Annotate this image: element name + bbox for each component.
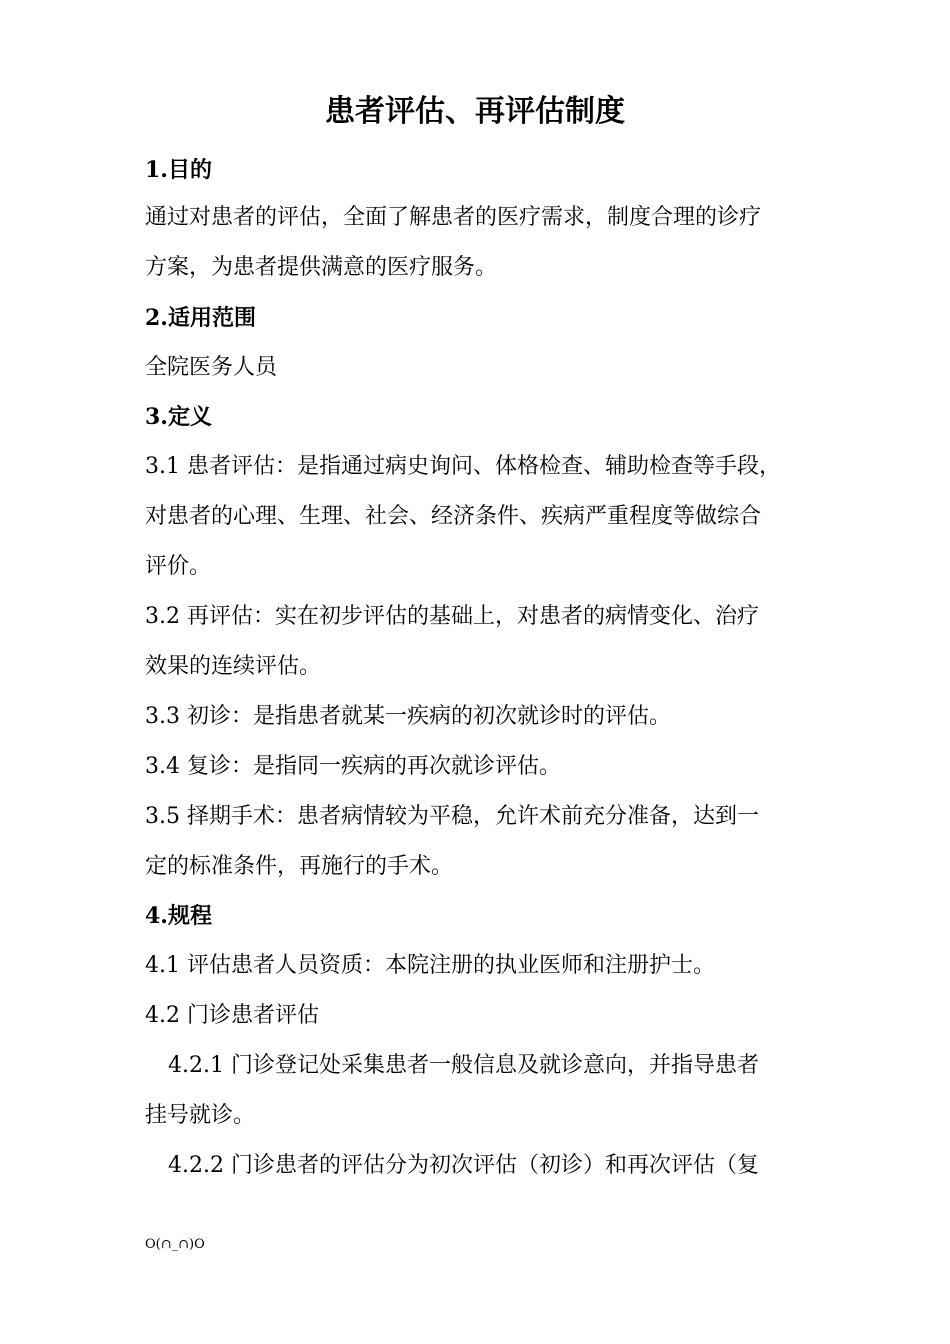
section-heading-purpose: 1.目的 bbox=[145, 157, 212, 183]
paragraph-line: 4.2 门诊患者评估 bbox=[145, 1003, 319, 1028]
section-heading-definition: 3.定义 bbox=[145, 404, 212, 430]
paragraph-line: 3.3 初诊：是指患者就某一疾病的初次就诊时的评估。 bbox=[145, 704, 671, 729]
page-footer: O(∩_∩)O bbox=[145, 1237, 205, 1252]
paragraph-line: 方案，为患者提供满意的医疗服务。 bbox=[145, 255, 498, 280]
paragraph-line: 全院医务人员 bbox=[145, 355, 278, 380]
paragraph-line: 评价。 bbox=[145, 554, 212, 579]
paragraph-line: 效果的连续评估。 bbox=[145, 654, 322, 679]
document-title: 患者评估、再评估制度 bbox=[325, 94, 625, 129]
paragraph-line: 定的标准条件，再施行的手术。 bbox=[145, 854, 454, 879]
paragraph-line: 3.1 患者评估：是指通过病史询问、体格检查、辅助检查等手段， bbox=[145, 454, 781, 479]
paragraph-line: 对患者的心理、生理、社会、经济条件、疾病严重程度等做综合 bbox=[145, 504, 762, 529]
section-heading-scope: 2.适用范围 bbox=[145, 305, 256, 331]
paragraph-line: 3.5 择期手术：患者病情较为平稳，允许术前充分准备，达到一 bbox=[145, 804, 759, 829]
paragraph-line: 4.2.2 门诊患者的评估分为初次评估（初诊）和再次评估（复 bbox=[168, 1153, 759, 1178]
paragraph-line: 3.2 再评估：实在初步评估的基础上，对患者的病情变化、治疗 bbox=[145, 604, 759, 629]
paragraph-line: 4.2.1 门诊登记处采集患者一般信息及就诊意向，并指导患者 bbox=[168, 1053, 759, 1078]
paragraph-line: 3.4 复诊：是指同一疾病的再次就诊评估。 bbox=[145, 754, 561, 779]
paragraph-line: 4.1 评估患者人员资质：本院注册的执业医师和注册护士。 bbox=[145, 953, 715, 978]
paragraph-line: 通过对患者的评估，全面了解患者的医疗需求，制度合理的诊疗 bbox=[145, 205, 762, 230]
paragraph-line: 挂号就诊。 bbox=[145, 1103, 256, 1128]
section-heading-procedure: 4.规程 bbox=[145, 903, 212, 929]
